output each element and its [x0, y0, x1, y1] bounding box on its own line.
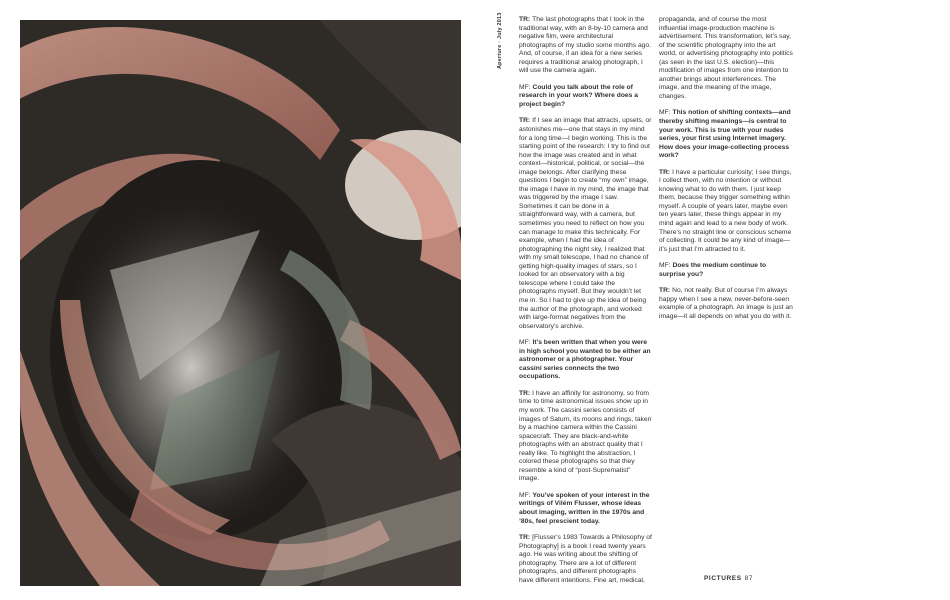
speaker-label: TR:: [519, 16, 531, 23]
question-text: Does the medium continue to surprise you?: [659, 262, 767, 278]
photograph-image: [20, 20, 461, 586]
speaker-label: MF:: [519, 491, 531, 499]
speaker-label: TR:: [659, 287, 671, 295]
question-paragraph: [659, 109, 793, 160]
page-folio: [704, 575, 753, 582]
speaker-label: TR:: [519, 117, 531, 125]
paragraph-text: [Flusser’s 1983 Towards a Philosophy of Photography] is a book I read twenty years ago. He was writing about the shifting of photography. There are a lot of different photographs, and different photographs have different intentions. Fine art, medical,: [519, 534, 652, 584]
question-text: This notion of shifting contexts—and thereby shifting meanings—is central to your work. This is true with your nudes series, your first using Internet imagery. How does your image-collecting process work?: [659, 109, 791, 160]
paragraph: [659, 16, 793, 101]
speaker-label: TR:: [519, 389, 531, 397]
question-paragraph: [519, 84, 652, 110]
question-text: It’s been written that when you were in high school you wanted to be either an astronomer or a photographer. Your cassini series connects the two occupations.: [519, 339, 651, 381]
paragraph: [519, 534, 652, 585]
issue-side-label: Aperture · July 2013: [497, 12, 503, 69]
text-column-right: [659, 16, 793, 330]
paragraph: [519, 16, 652, 76]
paragraph-text: propaganda, and of course the most influential image-production machine is advertisement. This transformation, let’s say, of the scientific photography into the art world, or advertising photography into politics (as seen in the last U.S. election)—this modification of images from one intention to another brings about interferences. The image, and the meaning of the image, changes.: [659, 16, 793, 100]
page-number: 87: [744, 575, 754, 582]
question-paragraph: [519, 339, 652, 382]
question-paragraph: [659, 262, 793, 279]
paragraph-text: No, not really. But of course I’m always happy when I see a new, never-before-seen example of a photograph. An image is just an image—it all depends on what you do with it.: [659, 287, 793, 320]
question-paragraph: [519, 492, 652, 526]
text-column-left: [519, 16, 652, 593]
section-name: PICTURES: [704, 575, 742, 582]
speaker-label: TR:: [659, 168, 671, 176]
question-text: Could you talk about the role of research in your work? Where does a project begin?: [519, 83, 638, 108]
speaker-label: MF:: [659, 262, 671, 270]
speaker-label: TR:: [519, 534, 531, 542]
paragraph-text: If I see an image that attracts, upsets, or astonishes me—one that stays in my mind for a long time—I begin working. This is the starting point of the research: I try to find out how the image was created and in what context—historical, political, or social—the image belongs. After clarifying these questions I begin to create “my own” image, the image I have in my mind, the image that was triggered by the image I saw. Sometimes it can be done in a straightforward way, with a camera, but sometimes you need to reflect on how you can manage to make this technically. For example, when I had the idea of photographing the night sky, I realized that with my small telescope, I had no chance of getting high-quality images of stars, so I looked for an observatory with a big telescope where I could take the photographs myself. But they wouldn’t let me in. So I had to give up the idea of being the author of the photograph, and worked with large-format negatives from the observatory’s archive.: [519, 117, 652, 330]
abstract-photograph: [20, 20, 461, 586]
paragraph: [519, 117, 652, 331]
question-text: You’ve spoken of your interest in the writings of Vilém Flusser, whose ideas about imaging, written in the 1970s and ’80s, feel prescient today.: [519, 491, 650, 525]
paragraph: [659, 169, 793, 254]
paragraph: [519, 390, 652, 484]
speaker-label: MF:: [519, 339, 531, 347]
paragraph: [659, 287, 793, 321]
speaker-label: MF:: [519, 83, 531, 91]
paragraph-text: I have an affinity for astronomy, so from time to time astronomical issues show up in my work. The cassini series consists of images of Saturn, its moons and rings, taken by a machine camera within the Cassini spacecraft. They are black-and-white photographs with an abstract quality that I really like. To highlight the abstraction, I colored these photographs so that they resemble a kind of “post-Suprematist” image.: [519, 389, 652, 483]
paragraph-text: The last photographs that I took in the traditional way, with an 8-by-10 camera and negative film, were architectural photographs of my studio some months ago. And, of course, if an idea for a new series requires a traditional analog photograph, I will use the camera again.: [519, 16, 651, 75]
paragraph-text: I have a particular curiosity; I see things, I collect them, with no intention or without knowing what to do with them. I just keep them, because they trigger something within myself. A couple of years later, maybe even ten years later, these things appear in my mind again and lead to a new body of work. There’s no straight line or conscious scheme of collecting. It could be any kind of image—it’s just that I’m attracted to it.: [659, 168, 792, 253]
speaker-label: MF:: [659, 109, 671, 117]
